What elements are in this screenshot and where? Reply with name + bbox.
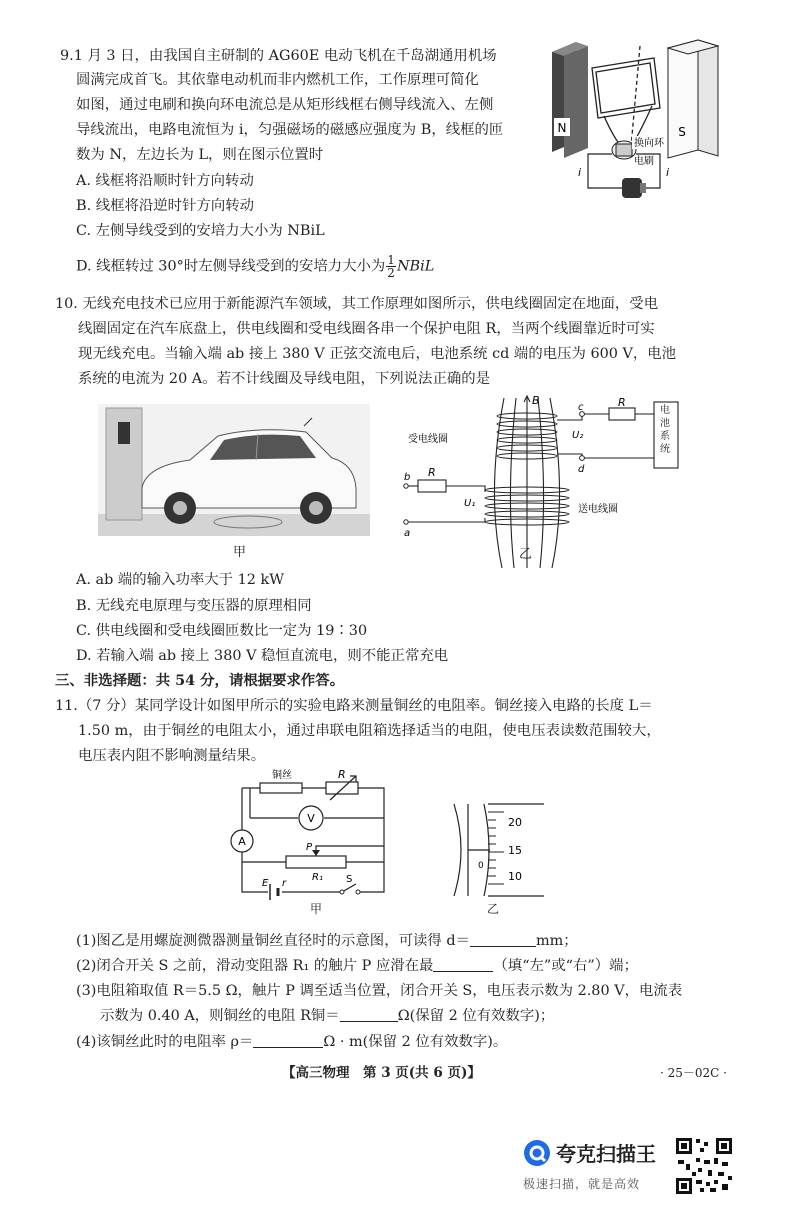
q10-line-1: 10. 无线充电技术已应用于新能源汽车领域，其工作原理如图所示，供电线圈固定在地面，受电 <box>55 296 659 312</box>
battery-system-label: 电池系统 <box>660 405 670 455</box>
micrometer-caption: 乙 <box>487 902 500 916</box>
rheostat-r1-label: R₁ <box>312 872 323 883</box>
q11-part-4 <box>76 1031 507 1053</box>
wireless-coil-diagram <box>402 392 682 572</box>
send-coil-label: 送电线圈 <box>578 504 618 515</box>
q11-part-1 <box>76 930 578 952</box>
battery <box>622 178 646 198</box>
q9-line-2: 圆满完成首飞。其依靠电动机而非内燃机工作，工作原理可简化 <box>76 72 479 88</box>
scale-label-zero: 0 <box>478 861 484 871</box>
paper-code: · 25－02C · <box>660 1066 727 1080</box>
magnet-n-label: N <box>557 121 567 135</box>
scale-label-15: 15 <box>508 844 522 857</box>
scale-label-10: 10 <box>508 870 522 883</box>
receive-coil-label: 受电线圈 <box>408 434 448 445</box>
terminal-d-label: d <box>578 464 585 475</box>
q10-option-a: A. ab 端的输入功率大于 12 kW <box>76 572 285 588</box>
current-label-right: i <box>666 166 670 179</box>
page-footer: 【高三物理 第 3 页(共 6 页)】 <box>282 1065 481 1081</box>
terminal-b-label: b <box>404 472 411 483</box>
q11-part-3-text: 示数为 0.40 A，则铜丝的电阻 R铜＝ <box>100 1008 340 1024</box>
b-field-label: B <box>532 394 540 407</box>
q10-option-c: C. 供电线圈和受电线圈匝数比一定为 19∶30 <box>76 623 368 639</box>
motor-diagram <box>548 38 748 208</box>
q11-part-2-text: (2)闭合开关 S 之前，滑动变阻器 R₁ 的触片 P 应滑在最 <box>76 958 434 974</box>
magnet-n <box>552 42 588 158</box>
q9-option-c: C. 左侧导线受到的安培力大小为 NBiL <box>76 223 325 239</box>
q11-line-1: 11.（7 分）某同学设计如图甲所示的实验电路来测量铜丝的电阻率。铜丝接入电路的长度 L＝ <box>55 698 653 714</box>
scanner-app-name: 夸克扫描王 <box>556 1142 656 1166</box>
micrometer-diagram <box>448 800 548 900</box>
q11-line-3: 电压表内阻不影响测量结果。 <box>78 748 266 764</box>
q10-line-4: 系统的电流为 20 A。若不计线圈及导线电阻，下列说法正确的是 <box>78 371 491 387</box>
figure-yi-caption: 乙 <box>519 547 533 562</box>
q11-part-3-line-1: (3)电阻箱取值 R＝5.5 Ω，触片 P 调至适当位置，闭合开关 S，电压表示数为 2.80 V，电流表 <box>76 983 683 999</box>
q9-option-d-suffix: NBiL <box>396 258 435 275</box>
resistor-r-left-label: R <box>428 466 436 479</box>
answer-blank-side[interactable] <box>433 956 493 972</box>
scanner-logo-icon <box>523 1139 551 1167</box>
q11-part-1-unit: mm； <box>535 933 578 949</box>
resistance-box-label: R <box>338 768 346 781</box>
q9-line-3: 如图，通过电刷和换向环电流总是从矩形线框右侧导线流入、左侧 <box>76 97 494 113</box>
terminal-a-label: a <box>404 528 411 539</box>
answer-blank-resistance[interactable] <box>340 1006 398 1022</box>
q9-option-d-prefix: D. 线框转过 30°时左侧导线受到的安培力大小为 <box>76 258 386 275</box>
switch-s <box>340 884 360 894</box>
internal-r-label: r <box>282 878 287 889</box>
q11-part-3-unit: Ω(保留 2 位有效数字)； <box>397 1008 555 1024</box>
q9-line-1: 9.1 月 3 日，由我国自主研制的 AG60E 电动飞机在千岛湖通用机场 <box>60 48 497 64</box>
q9-option-d <box>76 254 434 279</box>
battery-cell <box>270 884 278 900</box>
ammeter-label: A <box>238 835 246 848</box>
voltmeter-label: V <box>307 812 315 825</box>
q9-line-4: 导线流出，电路电流恒为 i，匀强磁场的磁感应强度为 B，线框的匝 <box>76 122 504 138</box>
u1-label: U₁ <box>464 498 476 509</box>
q10-option-b: B. 无线充电原理与变压器的原理相同 <box>76 598 312 614</box>
q11-part-2 <box>76 955 638 977</box>
q11-part-3-line-2 <box>100 1005 554 1027</box>
circuit-caption: 甲 <box>310 902 323 916</box>
q9-option-a: A. 线框将沿顺时针方向转动 <box>76 173 254 189</box>
q10-line-2: 线圈固定在汽车底盘上，供电线圈和受电线圈各串一个保护电阻 R，当两个线圈靠近时可实 <box>78 321 655 337</box>
scanner-slogan: 极速扫描，就是高效 <box>523 1177 641 1191</box>
fraction-numerator: 1 <box>387 253 395 267</box>
q10-line-3: 现无线充电。当输入端 ab 接上 380 V 正弦交流电后，电池系统 cd 端的电压为 600 V，电池 <box>78 346 677 362</box>
ev-charging-photo <box>98 404 370 536</box>
q9-line-5: 数为 N，左边长为 L，则在图示位置时 <box>76 147 324 163</box>
fraction-denominator: 2 <box>387 266 395 280</box>
slider-arrow <box>312 850 320 856</box>
copper-wire-label: 铜丝 <box>272 770 292 781</box>
qr-code[interactable] <box>674 1136 734 1196</box>
charging-pile <box>106 408 142 520</box>
thimble-scale <box>488 812 504 884</box>
q10-option-d: D. 若输入端 ab 接上 380 V 稳恒直流电，则不能正常充电 <box>76 648 449 664</box>
answer-blank-d[interactable] <box>470 931 536 947</box>
fraction-one-half <box>386 254 396 279</box>
resistor-r-top-label: R <box>618 396 626 409</box>
slider-p-label: P <box>306 842 313 853</box>
brush-label: 电刷 <box>634 156 654 167</box>
q11-part-2-hint: （填“左”或“右”）端； <box>493 958 638 974</box>
section-heading: 三、非选择题：共 54 分，请根据要求作答。 <box>55 672 345 689</box>
switch-s-label: S <box>346 874 353 885</box>
current-label-left: i <box>578 166 582 179</box>
q11-line-2: 1.50 m，由于铜丝的电阻太小，通过串联电阻箱选择适当的电阻，使电压表读数范围较大， <box>78 723 661 739</box>
q11-part-4-unit: Ω · m(保留 2 位有效数字)。 <box>323 1034 508 1050</box>
scanner-logo <box>523 1139 551 1167</box>
answer-blank-resistivity[interactable] <box>253 1032 323 1048</box>
terminal-c-label: c <box>578 402 584 413</box>
scale-label-20: 20 <box>508 816 522 829</box>
micrometer-anvil <box>454 804 468 896</box>
magnet-s-label: S <box>678 125 686 139</box>
u2-label: U₂ <box>572 430 584 441</box>
q11-part-1-text: (1)图乙是用螺旋测微器测量铜丝直径时的示意图，可读得 d＝ <box>76 933 470 949</box>
q11-part-4-text: (4)该铜丝此时的电阻率 ρ＝ <box>76 1034 254 1050</box>
commutator-label: 换向环 <box>634 138 664 149</box>
emf-e-label: E <box>262 878 269 889</box>
circuit-diagram <box>228 766 398 916</box>
magnet-s <box>668 40 718 158</box>
figure-jia-caption: 甲 <box>233 545 247 560</box>
q9-option-b: B. 线框将沿逆时针方向转动 <box>76 198 255 214</box>
